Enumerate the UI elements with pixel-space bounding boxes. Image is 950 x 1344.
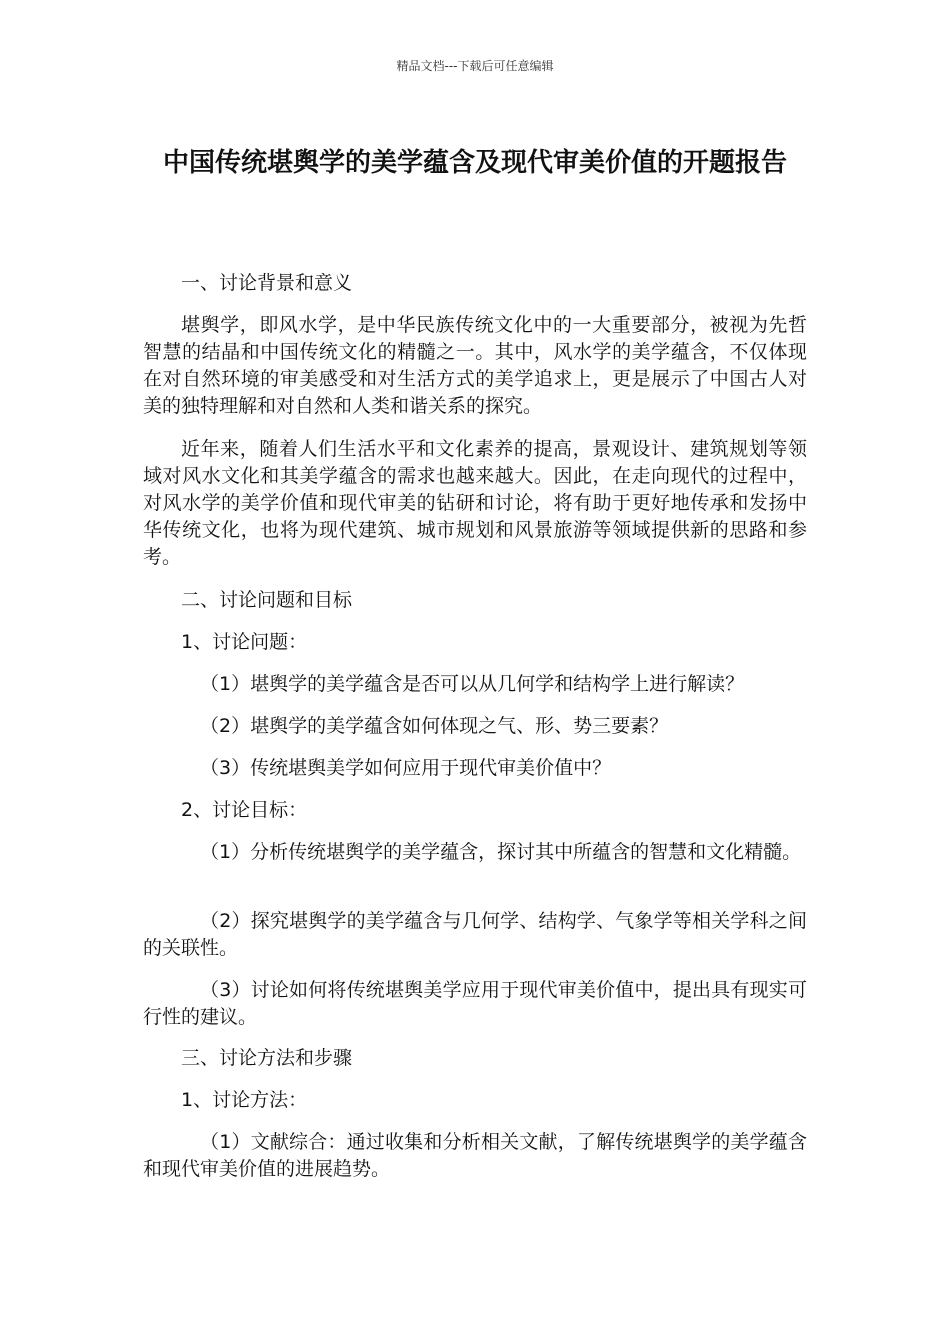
list-item: （2）探究堪舆学的美学蕴含与几何学、结构学、气象学等相关学科之间的关联性。 xyxy=(143,910,807,959)
list-item: （3）讨论如何将传统堪舆美学应用于现代审美价值中，提出具有现实可行性的建议。 xyxy=(143,979,807,1028)
goal-1 xyxy=(143,839,807,866)
goals-heading xyxy=(143,797,807,824)
goal-2 xyxy=(143,908,807,962)
subsection-heading: 1、讨论方法： xyxy=(181,1089,308,1111)
subsection-heading: 1、讨论问题： xyxy=(181,631,308,653)
list-item: （1）分析传统堪舆学的美学蕴含，探讨其中所蕴含的智慧和文化精髓。 xyxy=(200,841,802,863)
section-1-paragraph-1 xyxy=(143,312,807,420)
question-2 xyxy=(143,713,807,740)
document-title: 中国传统堪舆学的美学蕴含及现代审美价值的开题报告 xyxy=(162,148,787,178)
section-1-paragraph-2 xyxy=(143,436,807,571)
section-heading: 二、讨论问题和目标 xyxy=(181,589,353,611)
method-1 xyxy=(143,1129,807,1183)
section-heading: 一、讨论背景和意义 xyxy=(181,272,353,294)
paragraph: 近年来，随着人们生活水平和文化素养的提高，景观设计、建筑规划等领域对风水文化和其美学蕴含的需求也越来越大。因此，在走向现代的过程中，对风水学的美学价值和现代审美的钻研和讨论，将有助于更好地传承和发扬中华传统文化，也将为现代建筑、城市规划和风景旅游等领域提供新的思路和参考。 xyxy=(143,438,807,568)
goal-3 xyxy=(143,977,807,1031)
list-item: （1）文献综合：通过收集和分析相关文献，了解传统堪舆学的美学蕴含和现代审美价值的进展趋势。 xyxy=(143,1131,807,1180)
question-3 xyxy=(143,755,807,782)
section-heading: 三、讨论方法和步骤 xyxy=(181,1047,353,1069)
questions-heading xyxy=(143,629,807,656)
subsection-heading: 2、讨论目标： xyxy=(181,799,308,821)
section-3-heading xyxy=(143,1045,807,1072)
section-2-heading xyxy=(143,587,807,614)
section-1-heading xyxy=(143,270,807,297)
header-note: 精品文档---下载后可任意编辑 xyxy=(396,59,554,73)
methods-heading xyxy=(143,1087,807,1114)
paragraph: 堪舆学，即风水学，是中华民族传统文化中的一大重要部分，被视为先哲智慧的结晶和中国传统文化的精髓之一。其中，风水学的美学蕴含，不仅体现在对自然环境的审美感受和对生活方式的美学追求上，更是展示了中国古人对美的独特理解和对自然和人类和谐关系的探究。 xyxy=(143,314,807,417)
question-1 xyxy=(143,671,807,698)
list-item: （1）堪舆学的美学蕴含是否可以从几何学和结构学上进行解读？ xyxy=(200,673,745,695)
list-item: （2）堪舆学的美学蕴含如何体现之气、形、势三要素？ xyxy=(200,715,669,737)
list-item: （3）传统堪舆美学如何应用于现代审美价值中？ xyxy=(200,757,612,779)
